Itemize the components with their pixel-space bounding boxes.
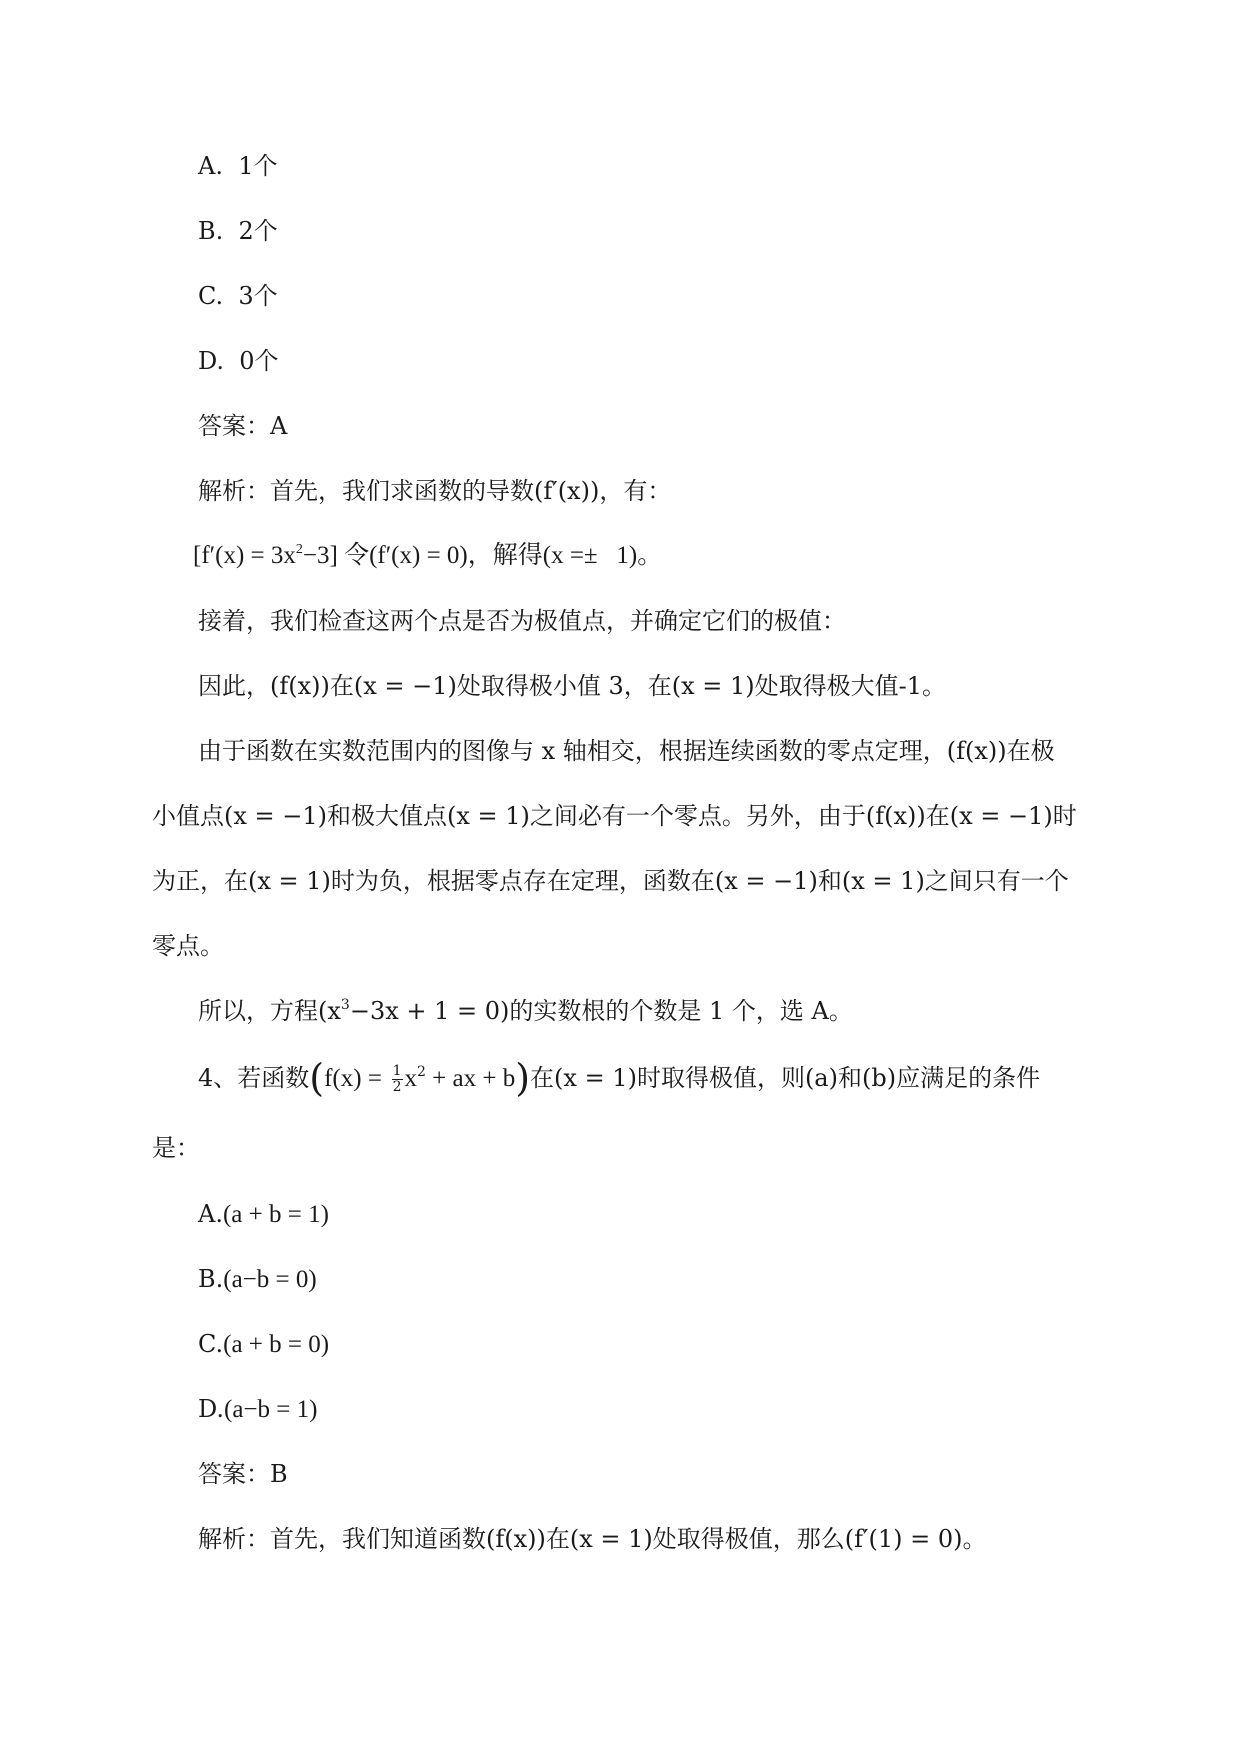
q3-analysis-intro: 解析：首先，我们求函数的导数(f′(x))，有： (198, 477, 672, 505)
q3-analysis-para-line-4: 零点。 (152, 932, 224, 960)
q4-stem-line-2: 是： (152, 1134, 200, 1162)
q4-option-a: A.(a + b = 1) (198, 1200, 329, 1228)
q3-answer: 答案：A (198, 412, 288, 440)
q4-option-b: B.(a−b = 0) (198, 1265, 317, 1293)
q4-answer: 答案：B (198, 1460, 288, 1488)
q3-option-c: C. 3个 (198, 282, 278, 310)
q4-analysis-intro: 解析：首先，我们知道函数(f(x))在(x = 1)处取得极值，那么(f′(1) = 0)。 (198, 1525, 987, 1553)
one-half-fraction: $\frac{1}{2}$ (392, 1063, 402, 1095)
q3-option-b: B. 2个 (198, 217, 278, 245)
q4-option-d: D.(a−b = 1) (198, 1395, 318, 1423)
q4-option-c: C.(a + b = 0) (198, 1330, 330, 1358)
q3-analysis-para-line-2: 小值点(x = −1)和极大值点(x = 1)之间必有一个零点。另外，由于(f(x))在(x = −1)时 (152, 802, 1077, 830)
q3-option-a: A. 1个 (198, 152, 278, 180)
q3-analysis-para-line-3: 为正，在(x = 1)时为负，根据零点存在定理，函数在(x = −1)和(x = 1)之间只有一个 (152, 867, 1069, 895)
q3-analysis-check: 接着，我们检查这两个点是否为极值点，并确定它们的极值： (198, 607, 846, 635)
q3-derivative-line: $[f'(x) = 3x^2-3]$ 令(f′(x) = 0)，解得(x =± 1)。 (193, 542, 663, 569)
q4-stem-line-1: 4、若函数(f(x) = $\frac{1}{2}$ $x^2$ + ax + b)在(x = 1)时取得极值，则(a)和(b)应满足的条件 (198, 1056, 1041, 1100)
q3-option-d: D. 0个 (198, 347, 279, 375)
q3-analysis-para-line-1: 由于函数在实数范围内的图像与 x 轴相交，根据连续函数的零点定理，(f(x))在极 (198, 737, 1055, 765)
q3-analysis-extrema: 因此，(f(x))在(x = −1)处取得极小值 3，在(x = 1)处取得极大值-1。 (198, 672, 947, 700)
q3-conclusion: 所以，方程$(x^3-3x + 1 = 0)$的实数根的个数是 1 个，选 A。 (198, 997, 853, 1025)
